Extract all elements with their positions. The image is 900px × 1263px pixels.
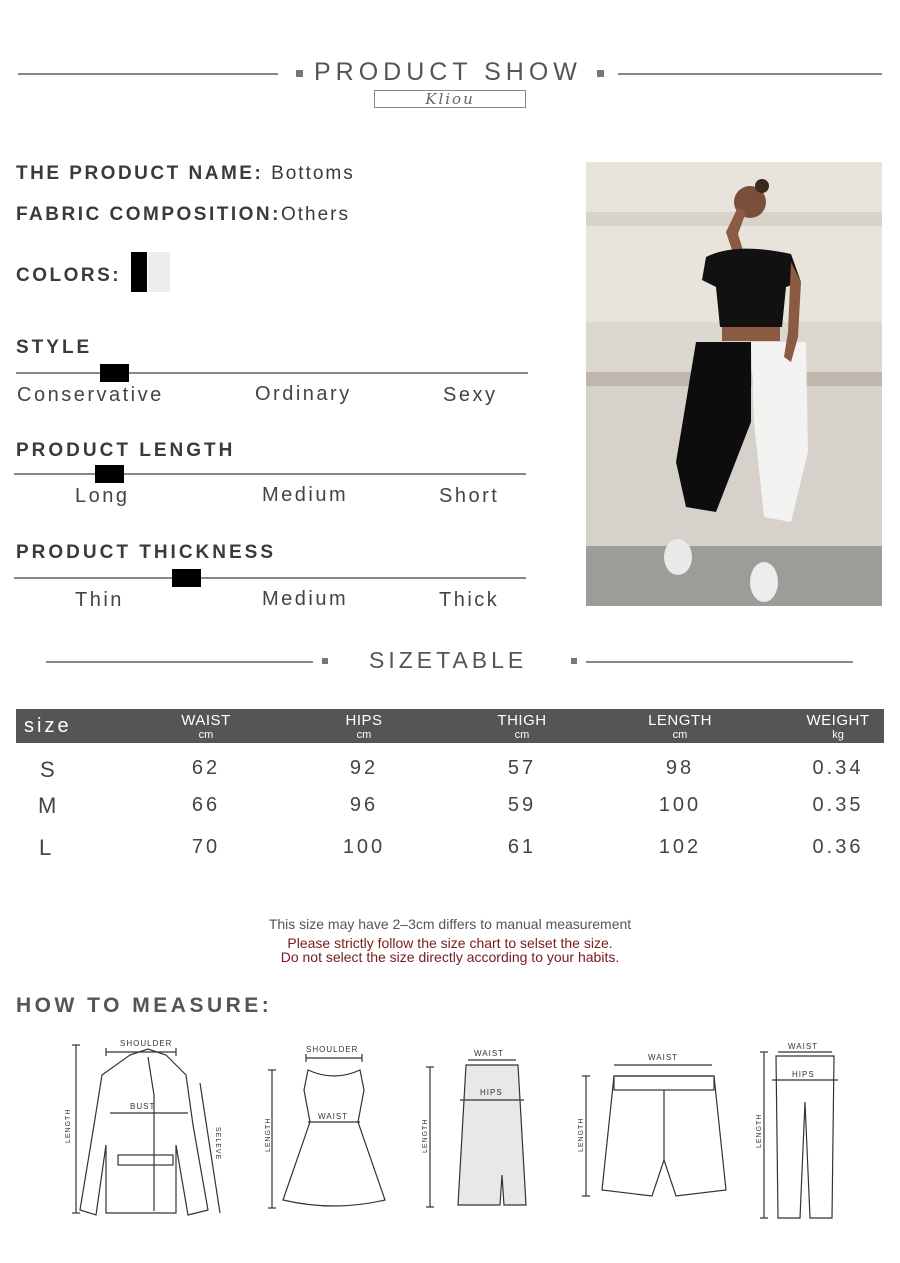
note-follow-chart: Please strictly follow the size chart to selset the size. <box>287 935 613 951</box>
thickness-option-thin: Thin <box>75 589 124 611</box>
table-cell: 59 <box>507 794 537 816</box>
row-size-s: S <box>40 757 55 782</box>
product-name-label: THE PRODUCT NAME: <box>16 163 264 184</box>
skirt-length-label: LENGTH <box>422 1118 429 1153</box>
style-title: STYLE <box>16 337 93 358</box>
fabric-label: FABRIC COMPOSITION: <box>16 204 281 225</box>
row-size-m: M <box>38 793 57 818</box>
table-cell: 66 <box>191 794 221 816</box>
col-thigh-name: THIGH <box>497 712 547 729</box>
thickness-option-medium: Medium <box>262 588 349 610</box>
thickness-marker <box>172 569 201 587</box>
style-option-sexy: Sexy <box>443 384 498 406</box>
style-scale-line <box>16 372 528 374</box>
sizetable-rule-left <box>46 661 313 663</box>
jacket-shoulder-label: SHOULDER <box>120 1039 173 1048</box>
trousers-length-label: LENGTH <box>756 1113 763 1148</box>
table-cell: 0.34 <box>812 757 864 779</box>
brand-logo: Kliou <box>374 90 526 108</box>
col-weight-name: WEIGHT <box>806 712 870 729</box>
fabric-row <box>16 204 350 226</box>
table-cell: 61 <box>507 836 537 858</box>
colors-label: COLORS: <box>16 265 122 286</box>
table-cell: 62 <box>191 757 221 779</box>
table-cell: 0.35 <box>812 794 864 816</box>
col-weight-unit: kg <box>832 729 844 741</box>
col-waist-unit: cm <box>198 729 214 741</box>
header-dot-left <box>296 70 303 77</box>
sizetable-title: SIZETABLE <box>369 647 528 673</box>
product-name-value: Bottoms <box>271 163 355 184</box>
header-rule-right <box>618 73 882 75</box>
jacket-length-label: LENGTH <box>65 1108 72 1143</box>
skirt-waist-label: WAIST <box>474 1049 505 1058</box>
length-scale-line <box>14 473 526 475</box>
table-cell: 98 <box>665 757 695 779</box>
product-name-row <box>16 163 355 185</box>
col-length-unit: cm <box>672 729 688 741</box>
col-hips-unit: cm <box>356 729 372 741</box>
skirt-hips-label: HIPS <box>480 1088 503 1097</box>
note-measurement: This size may have 2–3cm differs to manual measurement <box>268 916 632 932</box>
style-marker <box>100 364 129 382</box>
sizetable-dot-right <box>571 658 577 664</box>
row-size-l: L <box>39 835 52 860</box>
trousers-hips-label: HIPS <box>792 1070 815 1079</box>
style-option-conservative: Conservative <box>17 384 164 406</box>
skirt-sketch <box>416 1045 536 1215</box>
thickness-option-thick: Thick <box>439 589 500 611</box>
color-swatch-white[interactable] <box>148 252 170 292</box>
table-cell: 70 <box>191 836 221 858</box>
thickness-title: PRODUCT THICKNESS <box>16 542 277 563</box>
sizetable-dot-left <box>322 658 328 664</box>
color-swatch-black[interactable] <box>131 252 147 292</box>
length-option-short: Short <box>439 485 500 507</box>
col-length-header <box>630 709 730 741</box>
jacket-sketch <box>58 1035 238 1225</box>
shorts-waist-label: WAIST <box>648 1053 679 1062</box>
col-length-name: LENGTH <box>648 712 712 729</box>
table-cell: 100 <box>658 794 702 816</box>
table-cell: 92 <box>349 757 379 779</box>
product-photo <box>586 162 882 606</box>
dress-shoulder-label: SHOULDER <box>306 1045 359 1054</box>
how-to-measure-title: HOW TO MEASURE: <box>16 994 273 1017</box>
shorts-sketch <box>572 1050 732 1200</box>
table-cell: 100 <box>342 836 386 858</box>
col-waist-name: WAIST <box>181 712 231 729</box>
header-rule-left <box>18 73 278 75</box>
dress-waist-label: WAIST <box>318 1112 349 1121</box>
col-waist-header <box>156 709 256 741</box>
size-column-header: size <box>24 715 72 737</box>
shorts-length-label: LENGTH <box>578 1117 585 1152</box>
header-dot-right <box>597 70 604 77</box>
table-cell: 96 <box>349 794 379 816</box>
table-cell: 102 <box>658 836 702 858</box>
page-title: PRODUCT SHOW <box>314 58 582 86</box>
sizetable-rule-right <box>586 661 853 663</box>
thickness-scale-line <box>14 577 526 579</box>
length-option-medium: Medium <box>262 484 349 506</box>
length-option-long: Long <box>75 485 130 507</box>
col-hips-header <box>314 709 414 741</box>
col-thigh-unit: cm <box>514 729 530 741</box>
col-hips-name: HIPS <box>345 712 383 729</box>
col-weight-header <box>788 709 888 741</box>
col-thigh-header <box>472 709 572 741</box>
trousers-sketch <box>750 1042 850 1222</box>
table-cell: 0.36 <box>812 836 864 858</box>
dress-sketch <box>258 1040 388 1215</box>
dress-length-label: LENGTH <box>265 1117 272 1152</box>
style-option-ordinary: Ordinary <box>255 383 352 405</box>
jacket-bust-label: BUST <box>130 1102 156 1111</box>
jacket-sleeve-label: SELEVE <box>214 1127 221 1161</box>
table-cell: 57 <box>507 757 537 779</box>
trousers-waist-label: WAIST <box>788 1042 819 1051</box>
length-title: PRODUCT LENGTH <box>16 440 236 461</box>
fabric-value: Others <box>280 204 350 225</box>
model-illustration <box>586 162 882 606</box>
length-marker <box>95 465 124 483</box>
size-table-header <box>16 709 884 743</box>
note-habits: Do not select the size directly according to your habits. <box>280 949 620 965</box>
